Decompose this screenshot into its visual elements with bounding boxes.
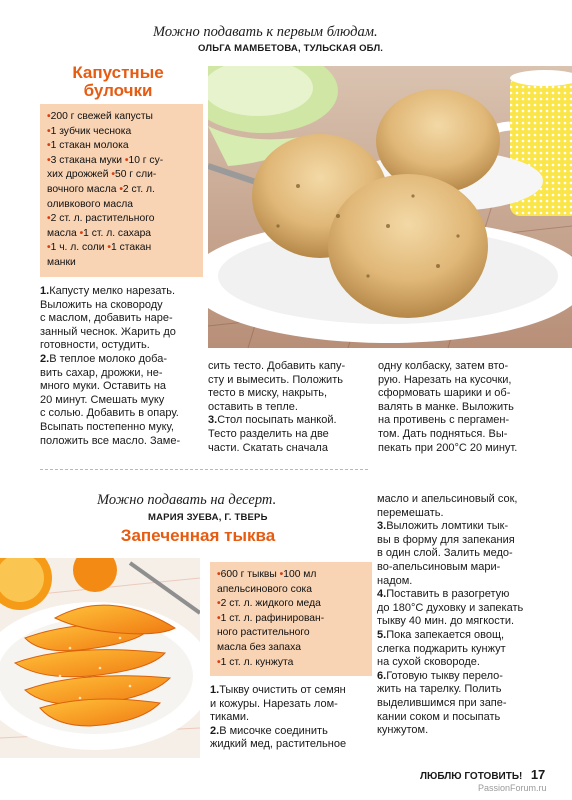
step-text: сформовать шарики и об- bbox=[378, 387, 511, 400]
bullet: • bbox=[217, 598, 221, 610]
step-text: пекать при 200°С 20 минут. bbox=[378, 441, 518, 454]
watermark: PassionForum.ru bbox=[478, 783, 547, 793]
page-footer bbox=[420, 766, 545, 784]
step-text: Готовую тыкву перело- bbox=[386, 669, 503, 682]
step-text: том. Дать подняться. Вы- bbox=[378, 427, 508, 440]
ingredient-item: 1 ст. л. сахара bbox=[83, 227, 152, 239]
step-number: 3. bbox=[208, 414, 218, 427]
ingredient-item: 1 стакан bbox=[111, 242, 152, 254]
ingredient-item: хих дрожжей bbox=[47, 169, 112, 181]
step-text: на сухой сковороде. bbox=[377, 656, 480, 669]
recipe2-column1 bbox=[210, 684, 372, 752]
step-text: 20 минут. Смешать муку bbox=[40, 393, 165, 406]
step-text: с маслом, добавить наре- bbox=[40, 312, 173, 325]
step-text: вы в форму для запекания bbox=[377, 533, 515, 546]
step-text: с солью. Добавить в опару. bbox=[40, 407, 179, 420]
page-number: 17 bbox=[530, 767, 546, 782]
step-text: Тыкву очистить от семян bbox=[219, 684, 346, 696]
step-text: В мисочке соединить bbox=[219, 724, 328, 737]
step-text: жить на тарелку. Полить bbox=[377, 683, 502, 696]
pumpkin-photo-illustration bbox=[0, 558, 200, 758]
recipe2-intro: Можно подавать на десерт. bbox=[97, 492, 277, 508]
bullet: • bbox=[79, 227, 84, 239]
buns-photo bbox=[208, 66, 572, 348]
step-number: 6. bbox=[377, 669, 387, 682]
recipe1-title-line2: булочки bbox=[83, 81, 153, 100]
ingredient-item: 200 г свежей капусты bbox=[50, 111, 153, 122]
step-text: готовности, остудить. bbox=[40, 339, 150, 352]
ingredient-item: 2 ст. л. жидкого меда bbox=[220, 598, 321, 610]
step-number: 2. bbox=[210, 724, 220, 737]
step-text: жидкий мед, растительное bbox=[210, 738, 347, 751]
ingredient-item: 10 г су- bbox=[128, 154, 164, 166]
step-text: сту и вымесить. Положить bbox=[208, 373, 343, 386]
ingredient-item: 1 ст. л. рафинирован- bbox=[220, 612, 325, 624]
bullet: • bbox=[47, 242, 51, 254]
step-number: 3. bbox=[377, 520, 387, 533]
bullet: • bbox=[217, 612, 221, 624]
step-text: Тесто разделить на две bbox=[208, 427, 329, 440]
recipe2-ingredients bbox=[210, 562, 372, 676]
step-text: много муки. Оставить на bbox=[40, 380, 167, 393]
ingredient-item: 100 мл bbox=[283, 569, 317, 580]
bullet: • bbox=[111, 169, 115, 181]
step-text: во-апельсиновым мари- bbox=[377, 560, 501, 573]
step-text: Пока запекается овощ, bbox=[386, 628, 505, 641]
step-number: 4. bbox=[377, 588, 387, 601]
step-text: слегка поджарить кунжут bbox=[377, 642, 506, 655]
step-text: Капусту мелко нарезать. bbox=[49, 285, 176, 297]
step-text: надом. bbox=[377, 574, 413, 587]
step-text: Выложить на сковороду bbox=[40, 298, 163, 311]
ingredient-item: 1 стакан молока bbox=[50, 140, 129, 152]
step-text: до 180°С духовку и запекать bbox=[377, 601, 524, 614]
step-text: Всыпать постепенно муку, bbox=[40, 420, 174, 433]
magazine-name: ЛЮБЛЮ ГОТОВИТЬ! bbox=[420, 771, 523, 782]
step-text: в один слой. Залить медо- bbox=[377, 547, 513, 560]
bullet: • bbox=[47, 111, 51, 122]
recipe1-ingredients bbox=[40, 104, 203, 277]
step-text: Выложить ломтики тык- bbox=[386, 520, 509, 533]
ingredient-item: 1 зубчик чеснока bbox=[50, 125, 132, 137]
pumpkin-photo bbox=[0, 558, 200, 758]
step-text: сить тесто. Добавить капу- bbox=[208, 360, 346, 372]
step-text: части. Скатать сначала bbox=[208, 441, 328, 454]
recipe1-author: ОЛЬГА МАМБЕТОВА, ТУЛЬСКАЯ ОБЛ. bbox=[198, 43, 384, 54]
step-text: выделившимся при запе- bbox=[377, 696, 507, 709]
ingredient-item: 600 г тыквы bbox=[220, 569, 280, 580]
step-text: тыкву 40 мин. до мягкости. bbox=[377, 615, 515, 628]
bullet: • bbox=[119, 183, 123, 195]
step-text: занный чеснок. Жарить до bbox=[40, 325, 176, 338]
step-text: вить сахар, дрожжи, не- bbox=[40, 366, 163, 379]
step-number: 1. bbox=[40, 285, 50, 297]
recipe1-column1 bbox=[40, 285, 205, 448]
step-text: перемешать. bbox=[377, 506, 444, 519]
recipe1-column3 bbox=[378, 360, 540, 455]
step-text: валять в манке. Выложить bbox=[378, 400, 514, 413]
buns-photo-illustration bbox=[208, 66, 572, 348]
recipe1-column2 bbox=[208, 360, 372, 455]
ingredient-item: 1 ч. л. соли bbox=[50, 242, 108, 254]
bullet: • bbox=[217, 656, 221, 668]
step-text: положить все масло. Заме- bbox=[40, 434, 181, 447]
recipe1-title-line1: Капустные bbox=[72, 63, 164, 82]
step-text: Стол посыпать манкой. bbox=[217, 414, 337, 427]
ingredient-item: 1 ст. л. кунжута bbox=[220, 656, 294, 668]
ingredient-item: 2 ст. л. bbox=[122, 183, 155, 195]
step-text: рую. Нарезать на кусочки, bbox=[378, 373, 512, 386]
step-text: кунжутом. bbox=[377, 724, 429, 737]
bullet: • bbox=[217, 569, 221, 580]
ingredient-item: 2 ст. л. растительного bbox=[50, 213, 155, 225]
bullet: • bbox=[279, 569, 284, 580]
step-text: тесто в миску, накрыть, bbox=[208, 387, 328, 400]
ingredient-item: оливкового масла bbox=[47, 198, 133, 210]
step-text: тиками. bbox=[210, 711, 250, 724]
ingredient-item: апельсинового сока bbox=[217, 583, 313, 595]
ingredient-item: масла bbox=[47, 227, 80, 239]
ingredient-item: ного растительного bbox=[217, 627, 310, 639]
bullet: • bbox=[107, 242, 112, 254]
recipe2-title: Запеченная тыква bbox=[120, 526, 276, 545]
step-number: 5. bbox=[377, 628, 387, 641]
recipe2-author: МАРИЯ ЗУЕВА, Г. ТВЕРЬ bbox=[148, 512, 268, 523]
bullet: • bbox=[124, 154, 129, 166]
step-text: на противень с пергамен- bbox=[378, 414, 510, 427]
step-text: одну колбаску, затем вто- bbox=[378, 360, 509, 372]
bullet: • bbox=[47, 154, 51, 166]
step-number: 2. bbox=[40, 352, 50, 365]
step-text: и кожуры. Нарезать лом- bbox=[210, 697, 338, 710]
step-text: кании соком и посыпать bbox=[377, 710, 501, 723]
section-divider bbox=[40, 469, 368, 470]
ingredient-item: манки bbox=[47, 256, 76, 268]
step-text: В теплое молоко доба- bbox=[49, 352, 167, 365]
ingredient-item: 50 г сли- bbox=[114, 169, 157, 181]
ingredient-item: масла без запаха bbox=[217, 641, 301, 653]
step-number: 1. bbox=[210, 684, 220, 696]
step-text: масло и апельсиновый сок, bbox=[377, 493, 518, 505]
bullet: • bbox=[47, 125, 51, 137]
recipe2-column2 bbox=[377, 493, 542, 738]
step-text: Поставить в разогретую bbox=[386, 588, 510, 601]
ingredient-item: вочного масла bbox=[47, 183, 120, 195]
ingredient-item: 3 стакана муки bbox=[50, 154, 125, 166]
recipe1-intro: Можно подавать к первым блюдам. bbox=[153, 24, 378, 40]
recipe1-title bbox=[52, 64, 184, 100]
bullet: • bbox=[47, 213, 51, 225]
bullet: • bbox=[47, 140, 51, 152]
step-text: оставить в тепле. bbox=[208, 400, 298, 413]
